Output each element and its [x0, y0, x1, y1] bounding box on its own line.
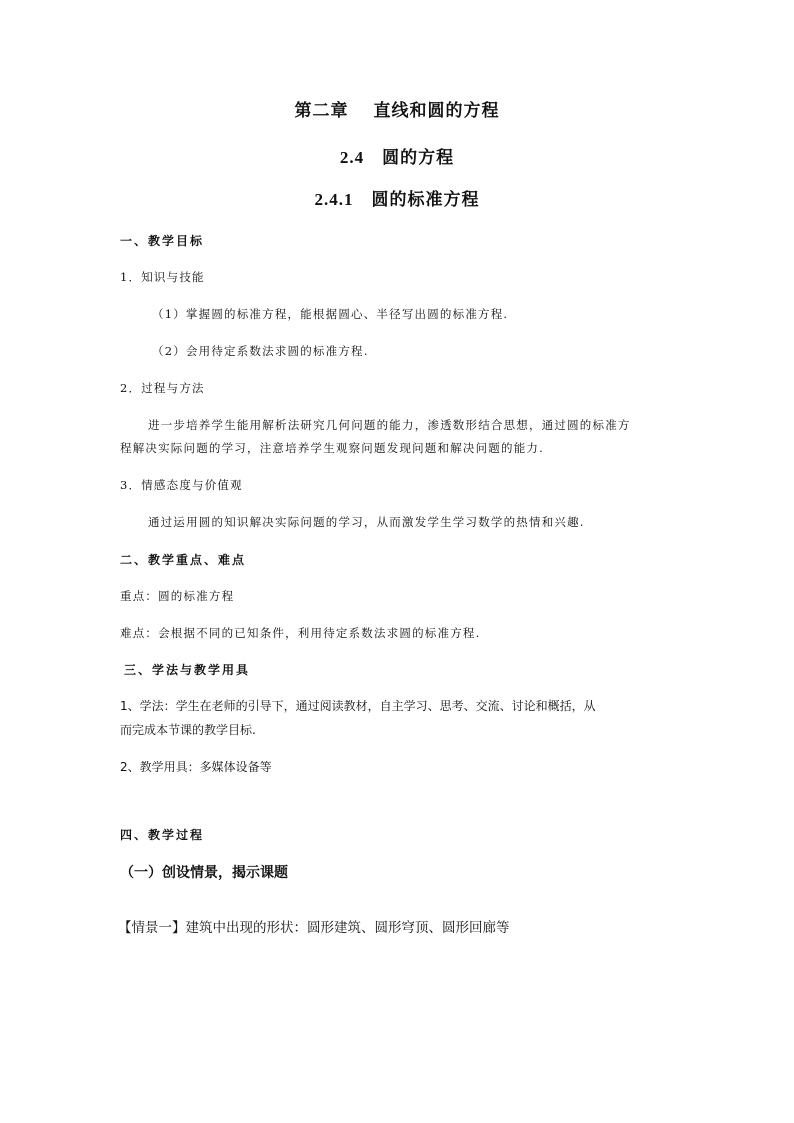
objective-knowledge-item-2: （2）会用待定系数法求圆的标准方程.	[152, 344, 369, 358]
heading-teaching-objectives: 一、教学目标	[120, 234, 205, 248]
objective-knowledge-item-1: （1）掌握圆的标准方程，能根据圆心、半径写出圆的标准方程.	[152, 307, 509, 321]
method-line-1: 1、学法：学生在老师的引导下，通过阅读教材，自主学习、思考、交流、讨论和概括，从	[120, 699, 596, 713]
method-line-2: 而完成本节课的教学目标.	[120, 723, 256, 737]
objective-process-line-2: 程解决实际问题的学习，注意培养学生观察问题发现问题和解决问题的能力.	[120, 441, 544, 455]
key-point-text: 重点：圆的标准方程	[120, 589, 235, 603]
chapter-title: 第二章 直线和圆的方程	[294, 101, 500, 121]
objective-attitude-text: 通过运用圆的知识解决实际问题的学习，从而激发学生学习数学的热情和兴趣.	[148, 515, 585, 529]
section-number: 2.4	[339, 148, 365, 167]
difficulty-text: 难点：会根据不同的已知条件，利用待定系数法求圆的标准方程.	[120, 626, 481, 640]
scene-1-text: 【情景一】建筑中出现的形状：圆形建筑、圆形穹顶、圆形回廊等	[118, 920, 510, 936]
heading-teaching-process: 四、教学过程	[120, 828, 205, 842]
subsection-title	[0, 191, 794, 209]
section-title	[0, 149, 794, 167]
teaching-tools: 2、教学用具：多媒体设备等	[120, 760, 272, 774]
subsection-title-text: 圆的标准方程	[371, 190, 480, 210]
section-title-text: 圆的方程	[382, 148, 455, 168]
objective-process-title: 2．过程与方法	[120, 381, 205, 395]
heading-key-points: 二、教学重点、难点	[120, 553, 247, 567]
step-1-heading: （一）创设情景，揭示课题	[120, 865, 288, 881]
heading-methods-tools: 三、学法与教学用具	[124, 663, 251, 677]
objective-knowledge-title: 1．知识与技能	[120, 270, 205, 284]
objective-process-line-1: 进一步培养学生能用解析法研究几何问题的能力，渗透数形结合思想，通过圆的标准方	[148, 418, 631, 432]
subsection-number: 2.4.1	[314, 190, 354, 209]
objective-attitude-title: 3．情感态度与价值观	[120, 478, 243, 492]
